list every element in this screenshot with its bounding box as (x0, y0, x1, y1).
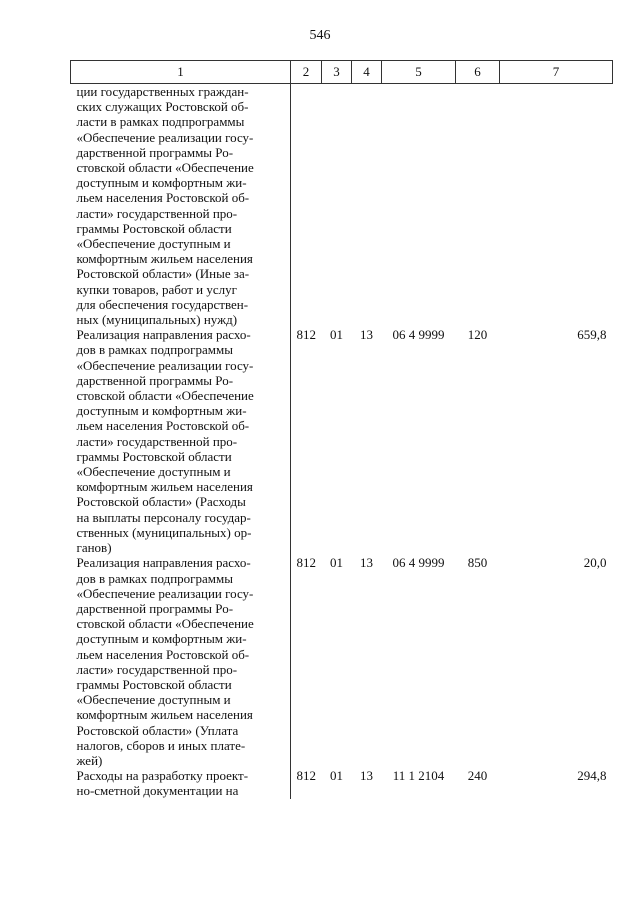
column-header-2: 2 (291, 61, 322, 84)
amount-value: 659,8 (577, 327, 607, 343)
ministry-code: 812 (296, 327, 316, 343)
column-header-4: 4 (352, 61, 382, 84)
table-row (71, 555, 613, 768)
table-row (71, 327, 613, 555)
expense-type-code: 850 (467, 555, 488, 571)
expense-type-code: 240 (467, 768, 488, 784)
target-code (382, 84, 456, 328)
row-description: ции государственных граждан- ских служащих Ростовской об- ласти в рамках подпрограммы «Обеспечение реализации госу- дарственной программы Ро- стовской области «Обеспечение доступным и комфортным жи- льем населения Ростовской об- ласти» государственной про- граммы Ростовской области «Обеспечение доступным и комфортным жильем населения Ростовской области» (Иные за- купки товаров, работ и услуг для обеспечения государствен- ных (муниципальных) нужд) (71, 84, 291, 328)
target-code: 11 1 2104 (392, 768, 445, 784)
column-header-3: 3 (322, 61, 352, 84)
subsection-code: 13 (360, 555, 373, 571)
budget-table (70, 60, 613, 799)
subsection-code (352, 84, 382, 328)
column-header-7: 7 (500, 61, 613, 84)
table-row (71, 768, 613, 798)
row-description: Реализация направления расхо- дов в рамках подпрограммы «Обеспечение реализации госу- дарственной программы Ро- стовской области «Обеспечение доступным и комфортным жи- льем населения Ростовской об- ласти» государственной про- граммы Ростовской области «Обеспечение доступным и комфортным жильем населения Ростовской области» (Расходы на выплаты персоналу государ- ственных (муниципальных) ор- ганов) (71, 327, 291, 555)
column-header-6: 6 (456, 61, 500, 84)
table-header-row (71, 61, 613, 84)
ministry-code (291, 84, 322, 328)
amount-value: 20,0 (583, 555, 607, 571)
ministry-code: 812 (296, 768, 316, 784)
expense-type-code (456, 84, 500, 328)
section-code: 01 (330, 327, 343, 343)
subsection-code: 13 (360, 327, 373, 343)
table-row (71, 84, 613, 328)
subsection-code: 13 (360, 768, 373, 784)
amount-value (500, 84, 613, 328)
page-number: 546 (309, 28, 331, 43)
column-header-5: 5 (382, 61, 456, 84)
target-code: 06 4 9999 (392, 327, 445, 343)
row-description: Реализация направления расхо- дов в рамках подпрограммы «Обеспечение реализации госу- дарственной программы Ро- стовской области «Обеспечение доступным и комфортным жи- льем населения Ростовской об- ласти» государственной про- граммы Ростовской области «Обеспечение доступным и комфортным жильем населения Ростовской области» (Уплата налогов, сборов и иных плате- жей) (71, 555, 291, 768)
column-header-1: 1 (71, 61, 291, 84)
amount-value: 294,8 (577, 768, 607, 784)
expense-type-code: 120 (467, 327, 488, 343)
row-description: Расходы на разработку проект- но-сметной документации на (71, 768, 291, 798)
section-code: 01 (330, 768, 343, 784)
target-code: 06 4 9999 (392, 555, 445, 571)
section-code (322, 84, 352, 328)
ministry-code: 812 (296, 555, 316, 571)
section-code: 01 (330, 555, 343, 571)
